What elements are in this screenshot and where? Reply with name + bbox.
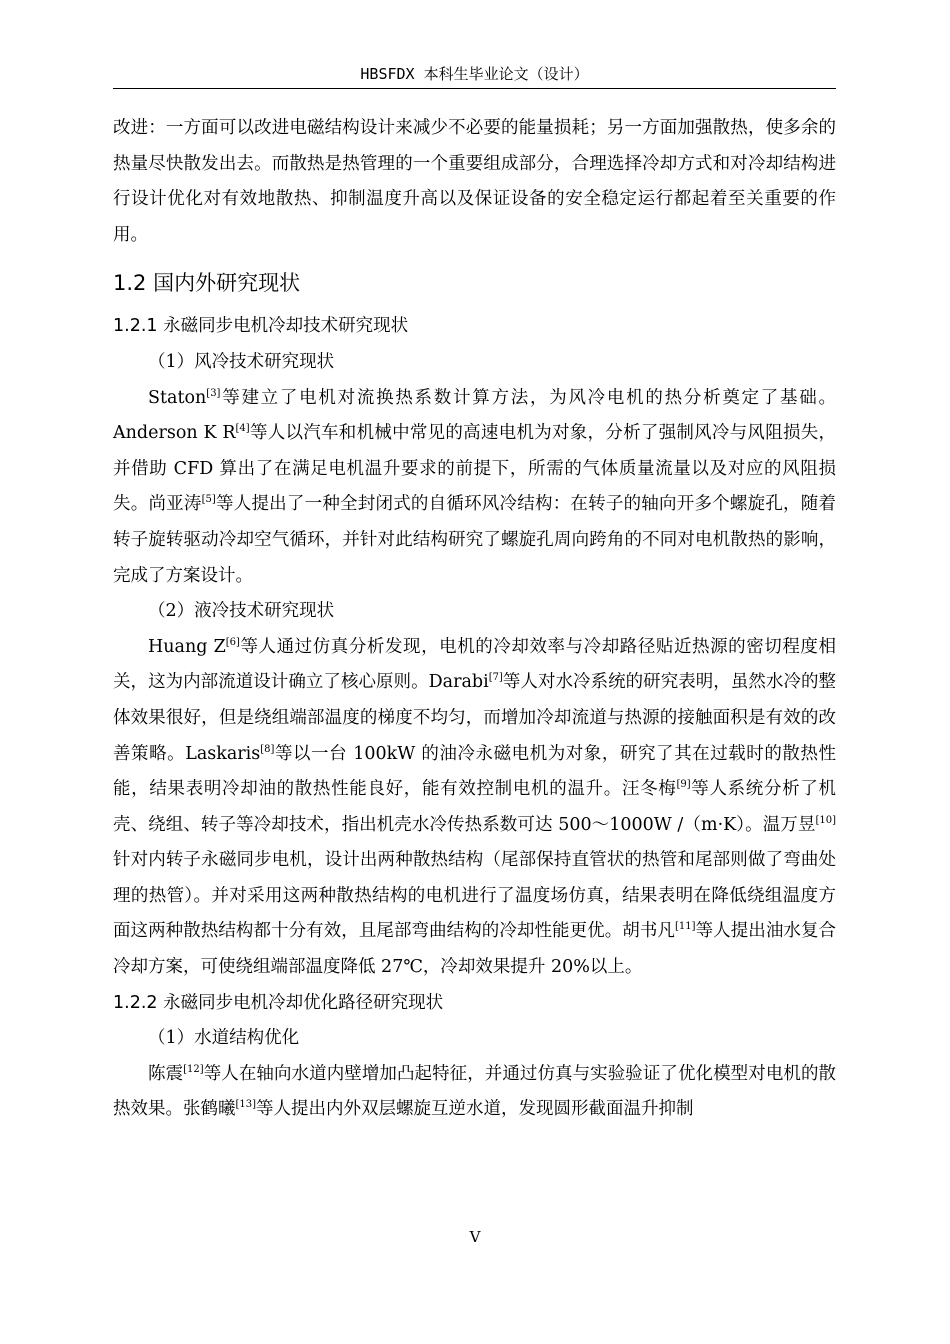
page-header: HBSFDX 本科生毕业论文（设计） — [113, 60, 836, 89]
paragraph-channel-optimization: 陈震[12]等人在轴向水道内壁增加凸起特征，并通过仿真与实验验证了优化模型对电机的散热效果。张鹤曦[13]等人提出内外双层螺旋互逆水道，发现圆形截面温升抑制 — [113, 1063, 837, 1120]
citation: [3] — [206, 387, 221, 399]
page-number: V — [469, 1228, 481, 1246]
paragraph-air-cooling: Staton[3]等建立了电机对流换热系数计算方法，为风冷电机的热分析奠定了基础。Anderson K R[4]等人以汽车和机械中常见的高速电机为对象，分析了强制风冷与风阻损失，并借助 CFD 算出了在满足电机温升要求的前提下，所需的气体质量流量以及对应的风阻损失。尚亚涛[5]等人提出了一种全封闭式的自循环风冷结构：在转子的轴向开多个螺旋孔，随着转子旋转驱动冷却空气循环，并针对此结构研究了螺旋孔周向跨角的不同对电机散热的影响，完成了方案设计。 — [113, 387, 837, 586]
citation: [6] — [225, 636, 240, 648]
citation: [9] — [676, 779, 691, 791]
citation: [7] — [488, 672, 503, 684]
list-item-channel-optimization: （1）水道结构优化 — [148, 1028, 300, 1049]
citation: [5] — [201, 494, 216, 506]
citation: [12] — [183, 1064, 204, 1076]
section-heading-1-2: 1.2 国内外研究现状 — [113, 271, 301, 296]
subsection-heading-1-2-2: 1.2.2 永磁同步电机冷却优化路径研究现状 — [113, 992, 444, 1013]
page-body — [113, 111, 836, 1128]
paragraph-liquid-cooling: Huang Z[6]等人通过仿真分析发现，电机的冷却效率与冷却路径贴近热源的密切程度相关，这为内部流道设计确立了核心原则。Darabi[7]等人对水冷系统的研究表明，虽然水冷的整体效果很好，但是绕组端部温度的梯度不均匀，而增加冷却流道与热源的接触面积是有效的改善策略。Laskaris[8]等以一台 100kW 的油冷永磁电机为对象，研究了其在过载时的散热性能，结果表明冷却油的散热性能良好，能有效控制电机的温升。汪冬梅[9]等人系统分析了机壳、绕组、转子等冷却技术，指出机壳水冷传热系数可达 500～1000W /（m·K）。温万昱[10]针对内转子永磁同步电机，设计出两种散热结构（尾部保持直管状的热管和尾部则做了弯曲处理的热管）。并对采用这两种散热结构的电机进行了温度场仿真，结果表明在降低绕组温度方面这两种散热结构都十分有效，且尾部弯曲结构的冷却性能更优。胡书凡[11]等人提出油水复合冷却方案，可使绕组端部温度降低 27℃，冷却效果提升 20%以上。 — [113, 636, 837, 978]
citation: [10] — [815, 814, 836, 826]
citation: [4] — [235, 423, 250, 435]
citation: [13] — [235, 1099, 257, 1111]
citation: [11] — [674, 921, 696, 933]
list-item-liquid-cooling: （2）液冷技术研究现状 — [148, 601, 335, 622]
list-item-air-cooling: （1）风冷技术研究现状 — [148, 351, 335, 372]
citation: [8] — [260, 743, 275, 755]
subsection-heading-1-2-1: 1.2.1 永磁同步电机冷却技术研究现状 — [113, 316, 409, 337]
paragraph-intro: 改进：一方面可以改进电磁结构设计来减少不必要的能量损耗；另一方面加强散热，使多余的热量尽快散发出去。而散热是热管理的一个重要组成部分，合理选择冷却方式和对冷却结构进行设计优化对有效地散热、抑制温度升高以及保证设备的安全稳定运行都起着至关重要的作用。 — [113, 118, 836, 245]
